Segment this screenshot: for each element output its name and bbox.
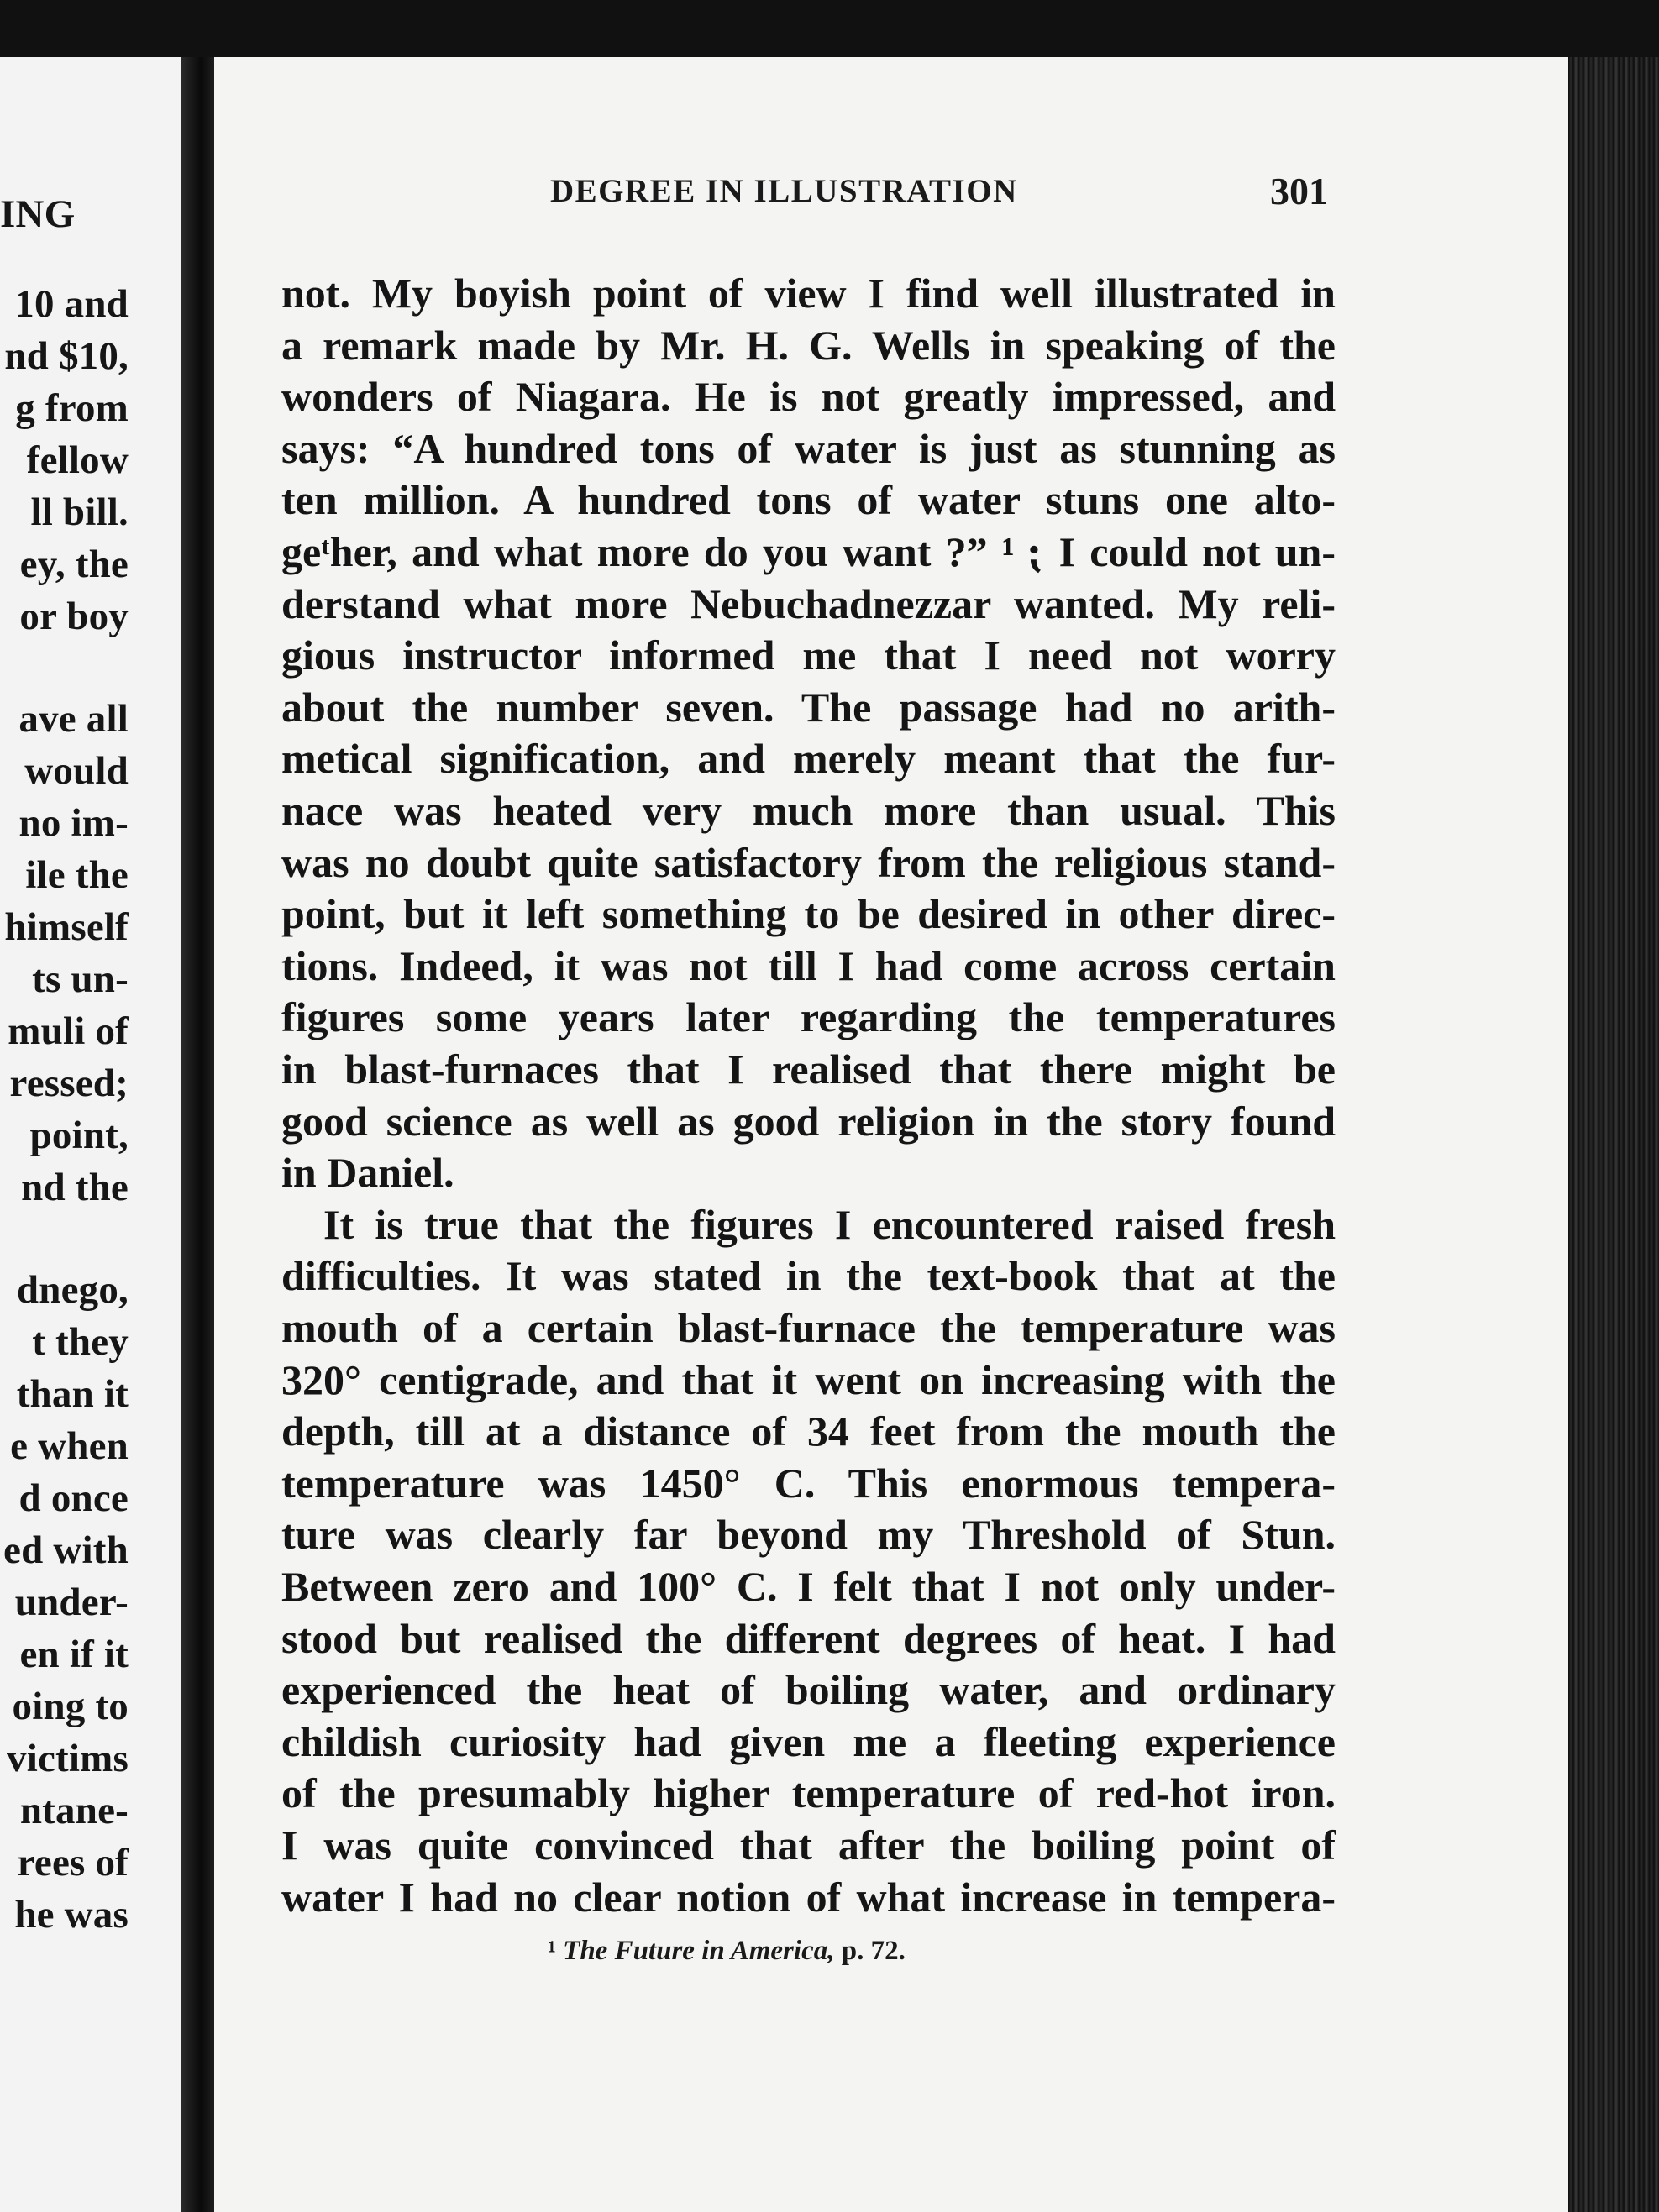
facing-page-line: ll bill.: [30, 490, 129, 534]
facing-page-line: d once: [18, 1476, 129, 1520]
footnote-marker: ¹: [548, 1936, 556, 1966]
footnote-title: The Future in America,: [563, 1936, 835, 1966]
facing-page-fragment: [0, 57, 181, 2212]
body-line: wonders of Niagara. He is not greatly impressed, and: [281, 373, 1336, 420]
body-line: temperature was 1450° C. This enormous tempera-: [281, 1460, 1336, 1507]
facing-page-line: victims: [7, 1737, 129, 1780]
facing-page-line: 10 and: [14, 282, 129, 326]
facing-page-line: dnego,: [16, 1268, 129, 1312]
body-line: was no doubt quite satisfactory from the religious stand-: [281, 839, 1336, 886]
facing-page-line: fellow: [26, 438, 129, 482]
body-line: difficulties. It was stated in the text-book that at the: [281, 1252, 1336, 1299]
facing-page-line: ile the: [25, 853, 129, 897]
facing-page-line: en if it: [19, 1633, 129, 1676]
facing-page-line: ey, the: [19, 543, 129, 586]
facing-page-line: ING: [0, 192, 76, 236]
facing-page-line: or boy: [19, 595, 129, 638]
facing-page-line: no im-: [18, 801, 129, 845]
body-line: experienced the heat of boiling water, and ordinary: [281, 1666, 1336, 1713]
running-head: DEGREE IN ILLUSTRATION: [550, 173, 1018, 209]
facing-page-line: he was: [14, 1893, 129, 1937]
facing-page-line: oing to: [12, 1685, 129, 1728]
facing-page-line: ressed;: [9, 1061, 129, 1105]
body-line: figures some years later regarding the temperatures: [281, 993, 1336, 1040]
body-line: geᵗher, and what more do you want ?” ¹ ⁏ I could not un-: [281, 528, 1336, 575]
scan-top-border: [0, 0, 1659, 59]
page-edge-stack: [1568, 57, 1659, 2212]
book-gutter: [181, 57, 214, 2212]
body-line: ten million. A hundred tons of water stuns one alto-: [281, 476, 1336, 523]
body-line: tions. Indeed, it was not till I had come across certain: [281, 942, 1336, 989]
body-line: not. My boyish point of view I find well illustrated in: [281, 270, 1336, 317]
body-line: says: “A hundred tons of water is just as stunning as: [281, 425, 1336, 472]
facing-page-line: ed with: [3, 1528, 129, 1572]
facing-page-line: would: [24, 749, 129, 793]
body-line: in blast-furnaces that I realised that there might be: [281, 1046, 1336, 1093]
facing-page-line: himself: [4, 905, 129, 949]
body-line: mouth of a certain blast-furnace the temperature was: [281, 1304, 1336, 1351]
facing-page-line: t they: [32, 1320, 129, 1364]
footnote: [548, 1936, 906, 1967]
facing-page-line: nd the: [21, 1166, 129, 1209]
body-line: I was quite convinced that after the boiling point of: [281, 1821, 1336, 1869]
body-line: a remark made by Mr. H. G. Wells in speaking of the: [281, 322, 1336, 369]
footnote-page: p. 72.: [841, 1936, 906, 1966]
facing-page-line: g from: [15, 386, 129, 430]
facing-page-line: ntane-: [19, 1789, 129, 1832]
facing-page-line: rees of: [17, 1841, 129, 1884]
facing-page-line: e when: [10, 1424, 129, 1468]
body-line: good science as well as good religion in the story found: [281, 1098, 1336, 1145]
facing-page-line: ave all: [18, 697, 129, 741]
body-line: point, but it left something to be desired in other direc-: [281, 890, 1336, 937]
body-line: derstand what more Nebuchadnezzar wanted. My reli-: [281, 580, 1336, 627]
facing-page-line: muli of: [8, 1009, 129, 1053]
body-line: It is true that the figures I encountered raised fresh: [323, 1201, 1336, 1248]
facing-page-line: under-: [14, 1580, 129, 1624]
body-line: about the number seven. The passage had no arith-: [281, 684, 1336, 731]
body-line: of the presumably higher temperature of red-hot iron.: [281, 1769, 1336, 1816]
facing-page-line: nd $10,: [4, 334, 129, 378]
body-line: stood but realised the different degrees of heat. I had: [281, 1615, 1336, 1662]
body-line: nace was heated very much more than usual. This: [281, 787, 1336, 834]
page-number: 301: [1270, 170, 1328, 212]
body-line: water I had no clear notion of what increase in tempera-: [281, 1874, 1336, 1921]
body-line: gious instructor informed me that I need not worry: [281, 632, 1336, 679]
body-line: depth, till at a distance of 34 feet from the mouth the: [281, 1407, 1336, 1455]
facing-page-line: than it: [16, 1372, 129, 1416]
body-line: 320° centigrade, and that it went on increasing with the: [281, 1356, 1336, 1403]
body-line: childish curiosity had given me a fleeting experience: [281, 1718, 1336, 1765]
body-line: Between zero and 100° C. I felt that I not only under-: [281, 1563, 1336, 1610]
body-line: ture was clearly far beyond my Threshold of Stun.: [281, 1511, 1336, 1558]
facing-page-line: ts un-: [32, 957, 129, 1001]
body-line: in Daniel.: [281, 1149, 454, 1196]
facing-page-line: point,: [29, 1114, 129, 1157]
body-line: metical signification, and merely meant that the fur-: [281, 735, 1336, 782]
